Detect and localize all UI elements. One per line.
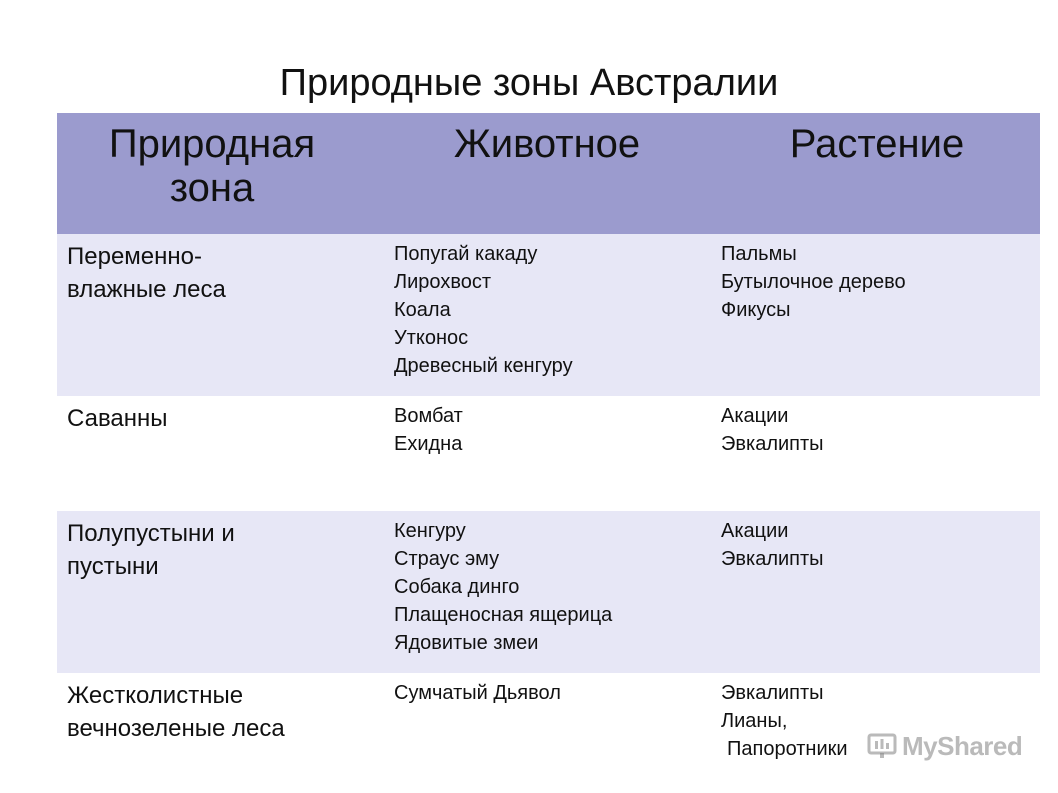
- zone-name-line: вечнозеленые леса: [67, 715, 285, 742]
- animal-item: Сумчатый Дьявол: [394, 682, 561, 704]
- header-plant-label: Растение: [789, 122, 965, 166]
- table-row: [57, 234, 1040, 396]
- zone-name-line: влажные леса: [67, 276, 226, 303]
- animal-item: Собака динго: [394, 576, 520, 598]
- animal-item: Лирохвост: [394, 271, 492, 293]
- animal-item: Ехидна: [394, 433, 463, 455]
- plant-item: Бутылочное дерево: [721, 271, 906, 293]
- animal-item: Плащеносная ящерица: [394, 604, 613, 626]
- page-title: Природные зоны Австралии: [279, 62, 779, 104]
- zones-table: [57, 113, 1040, 793]
- animal-item: Вомбат: [394, 405, 463, 427]
- plant-item: Акации: [721, 405, 789, 427]
- header-zone-label: Природная зона: [108, 122, 316, 210]
- zone-name-line: Жестколистные: [67, 682, 244, 709]
- zone-cell: [67, 673, 367, 745]
- plants-cell: [721, 234, 1031, 324]
- animals-cell: [394, 234, 694, 380]
- myshared-logo-icon: [866, 730, 898, 762]
- plant-item: Папоротники: [727, 738, 848, 760]
- plants-cell: [721, 511, 1031, 573]
- watermark-text: MyShared: [902, 730, 1023, 761]
- animals-cell: [394, 673, 694, 707]
- animal-item: Ядовитые змеи: [394, 632, 539, 654]
- zone-name-line: Полупустыни и: [67, 520, 235, 547]
- plant-item: Лианы,: [721, 710, 788, 732]
- zone-cell: [67, 234, 367, 306]
- myshared-watermark: [866, 726, 1022, 766]
- animal-item: Утконос: [394, 327, 469, 349]
- zone-cell: [67, 511, 367, 583]
- animal-item: Страус эму: [394, 548, 500, 570]
- animals-cell: [394, 511, 694, 657]
- zone-name-line: пустыни: [67, 553, 159, 580]
- plant-item: Пальмы: [721, 243, 797, 265]
- header-zone: [87, 113, 337, 210]
- plant-item: Фикусы: [721, 299, 791, 321]
- plant-item: Эвкалипты: [721, 682, 824, 704]
- animal-item: Древесный кенгуру: [394, 355, 573, 377]
- table-row: [57, 511, 1040, 673]
- table-header-row: [57, 113, 1040, 234]
- zone-name-line: Саванны: [67, 405, 168, 432]
- plants-cell: [721, 396, 1031, 458]
- plant-item: Эвкалипты: [721, 548, 824, 570]
- plant-item: Акации: [721, 520, 789, 542]
- animal-item: Попугай какаду: [394, 243, 538, 265]
- header-animal: [402, 113, 692, 166]
- animal-item: Коала: [394, 299, 451, 321]
- table-row: [57, 396, 1040, 511]
- zone-cell: [67, 396, 367, 435]
- header-plant: [732, 113, 1022, 166]
- plant-item: Эвкалипты: [721, 433, 824, 455]
- header-animal-label: Животное: [453, 122, 641, 166]
- animals-cell: [394, 396, 694, 458]
- animal-item: Кенгуру: [394, 520, 466, 542]
- zone-name-line: Переменно-: [67, 243, 202, 270]
